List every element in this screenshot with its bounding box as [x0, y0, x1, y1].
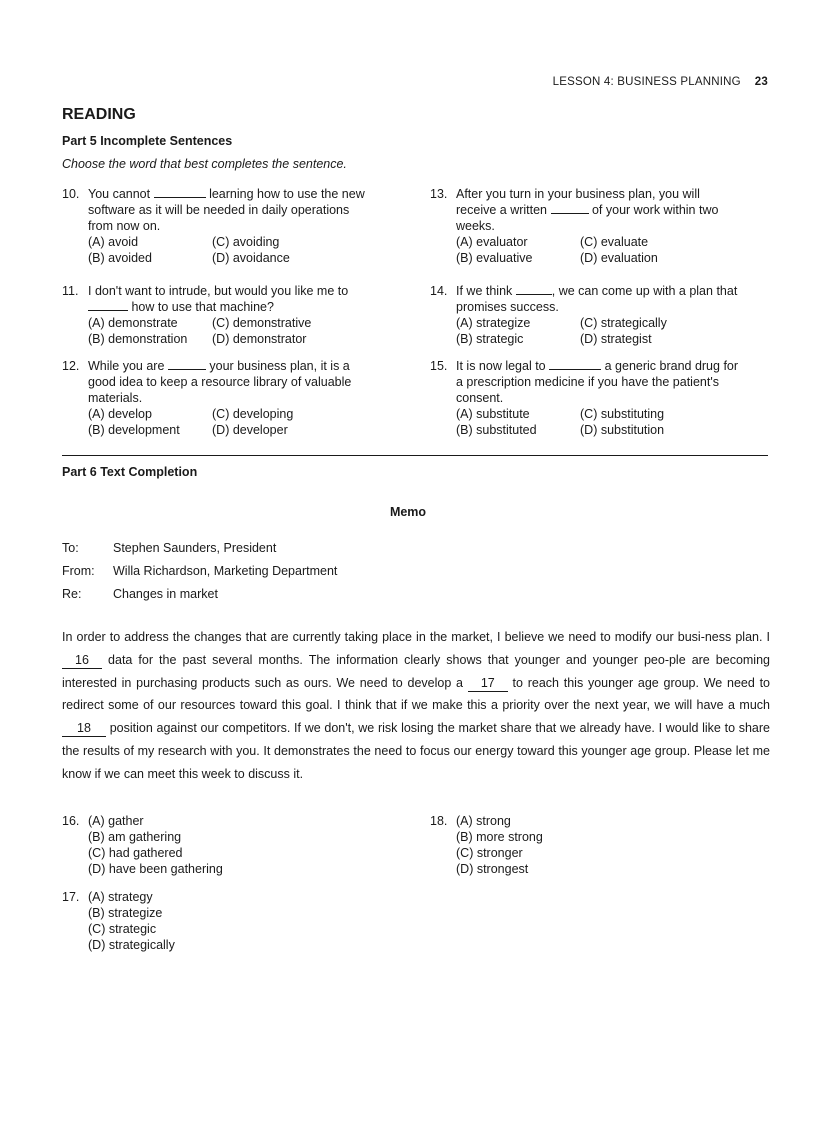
gap-18: 18: [62, 721, 106, 737]
option-a: (A) strategize: [456, 316, 531, 330]
memo-re-value: Changes in market: [113, 587, 218, 601]
option-d: (D) have been gathering: [88, 862, 223, 876]
question-number: 13.: [430, 187, 448, 201]
option-a: (A) substitute: [456, 407, 530, 421]
question-number: 15.: [430, 359, 448, 373]
option-d: (D) avoidance: [212, 251, 290, 265]
question-number: 10.: [62, 187, 80, 201]
memo-to-value: Stephen Saunders, President: [113, 541, 277, 555]
answer-block-17: 17. (A) strategy (B) strategize (C) strategic (D) strategically: [62, 890, 175, 952]
memo-from-value: Willa Richardson, Marketing Department: [113, 564, 338, 578]
question-14: 14. If we think , we can come up with a plan that promises success. (A) strategize (C) strategically (B) strategic (D) strategist: [430, 283, 775, 347]
option-b: (B) demonstration: [88, 332, 188, 346]
option-a: (A) strong: [456, 814, 511, 828]
memo-from-label: From:: [62, 564, 95, 578]
option-a: (A) avoid: [88, 235, 139, 249]
option-d: (D) developer: [212, 423, 288, 437]
option-b: (B) am gathering: [88, 830, 182, 844]
question-number: 14.: [430, 284, 448, 298]
option-d: (D) demonstrator: [212, 332, 307, 346]
option-a: (A) gather: [88, 814, 144, 828]
option-d: (D) strategically: [88, 938, 175, 952]
option-b: (B) substituted: [456, 423, 537, 437]
answer-blank: [516, 283, 552, 295]
answer-block-16: 16. (A) gather (B) am gathering (C) had gathered (D) have been gathering: [62, 814, 223, 876]
question-15: 15. It is now legal to a generic brand drug for a prescription medicine if you have the patient's consent. (A) substitute (C) substituting (B) substituted (D) substitution: [430, 358, 775, 438]
memo-header: [62, 541, 337, 610]
option-a: (A) develop: [88, 407, 152, 421]
option-a: (A) demonstrate: [88, 316, 178, 330]
option-c: (C) evaluate: [580, 235, 649, 249]
part5-instructions: Choose the word that best completes the sentence.: [62, 157, 347, 171]
option-a: (A) strategy: [88, 890, 153, 904]
option-b: (B) evaluative: [456, 251, 533, 265]
option-b: (B) avoided: [88, 251, 152, 265]
option-c: (C) demonstrative: [212, 316, 312, 330]
memo-from-row: [62, 564, 337, 587]
option-c: (C) strategic: [88, 922, 157, 936]
gap-17: 17: [468, 676, 508, 692]
question-13: 13. After you turn in your business plan, you will receive a written of your work within two weeks. (A) evaluator (C) evaluate (B) evaluative (D) evaluation: [430, 186, 775, 266]
question-number: 12.: [62, 359, 80, 373]
option-c: (C) had gathered: [88, 846, 183, 860]
option-d: (D) substitution: [580, 423, 665, 437]
memo-title: Memo: [389, 505, 427, 519]
answer-block-18: 18. (A) strong (B) more strong (C) stronger (D) strongest: [430, 814, 543, 876]
option-a: (A) evaluator: [456, 235, 528, 249]
memo-to-row: [62, 541, 337, 564]
option-b: (B) strategize: [88, 906, 163, 920]
option-b: (B) more strong: [456, 830, 543, 844]
page-number: 23: [754, 76, 768, 88]
running-head: LESSON 4: BUSINESS PLANNING: [552, 76, 741, 88]
memo-re-row: [62, 587, 337, 610]
answer-blank: [168, 358, 206, 370]
page-header: [553, 76, 768, 88]
section-divider: [62, 455, 768, 456]
question-12: 12. While you are your business plan, it is a good idea to keep a resource library of valuable materials. (A) develop (C) developing (B) development (D) developer: [62, 358, 392, 438]
memo-body: In order to address the changes that are currently taking place in the market, I believe we need to modify our busi-ness plan. I 16 data for the past several months. The information clearly shows that younger and younger peo-ple are becoming interested in purchasing products such as ours. We need to develop a 17 to reach this younger age group. We need to redirect some of our resources toward this goal. I think that if we make this a priority over the next year, we will have a much 18 position against our competitors. If we don't, we risk losing the market share that we already have. I would like to share the results of my research with you. It demonstrates the need to focus our energy toward this younger age group. Please let me know if we can meet this week to discuss it.: [62, 630, 770, 781]
answer-blank: [549, 358, 601, 370]
option-c: (C) developing: [212, 407, 294, 421]
option-c: (C) substituting: [580, 407, 665, 421]
memo-to-label: To:: [62, 541, 79, 555]
option-d: (D) evaluation: [580, 251, 658, 265]
option-b: (B) strategic: [456, 332, 524, 346]
gap-16: 16: [62, 653, 102, 669]
answer-blank: [551, 202, 589, 214]
option-b: (B) development: [88, 423, 180, 437]
question-10: 10. You cannot learning how to use the new software as it will be needed in daily operations from now on. (A) avoid (C) avoiding (B) avoided (D) avoidance: [62, 186, 392, 266]
option-c: (C) strategically: [580, 316, 667, 330]
answer-blank: [154, 186, 206, 198]
option-c: (C) avoiding: [212, 235, 280, 249]
memo-re-label: Re:: [62, 587, 82, 601]
part6-title: Part 6 Text Completion: [62, 465, 198, 479]
part5-title: Part 5 Incomplete Sentences: [62, 134, 233, 148]
answer-blank: [88, 299, 128, 311]
option-d: (D) strongest: [456, 862, 529, 876]
question-11: 11. I don't want to intrude, but would you like me to how to use that machine? (A) demonstrate (C) demonstrative (B) demonstration (D) demonstrator: [62, 283, 392, 347]
question-number: 11.: [62, 284, 79, 298]
option-d: (D) strategist: [580, 332, 652, 346]
option-c: (C) stronger: [456, 846, 523, 860]
section-title: READING: [62, 106, 136, 123]
